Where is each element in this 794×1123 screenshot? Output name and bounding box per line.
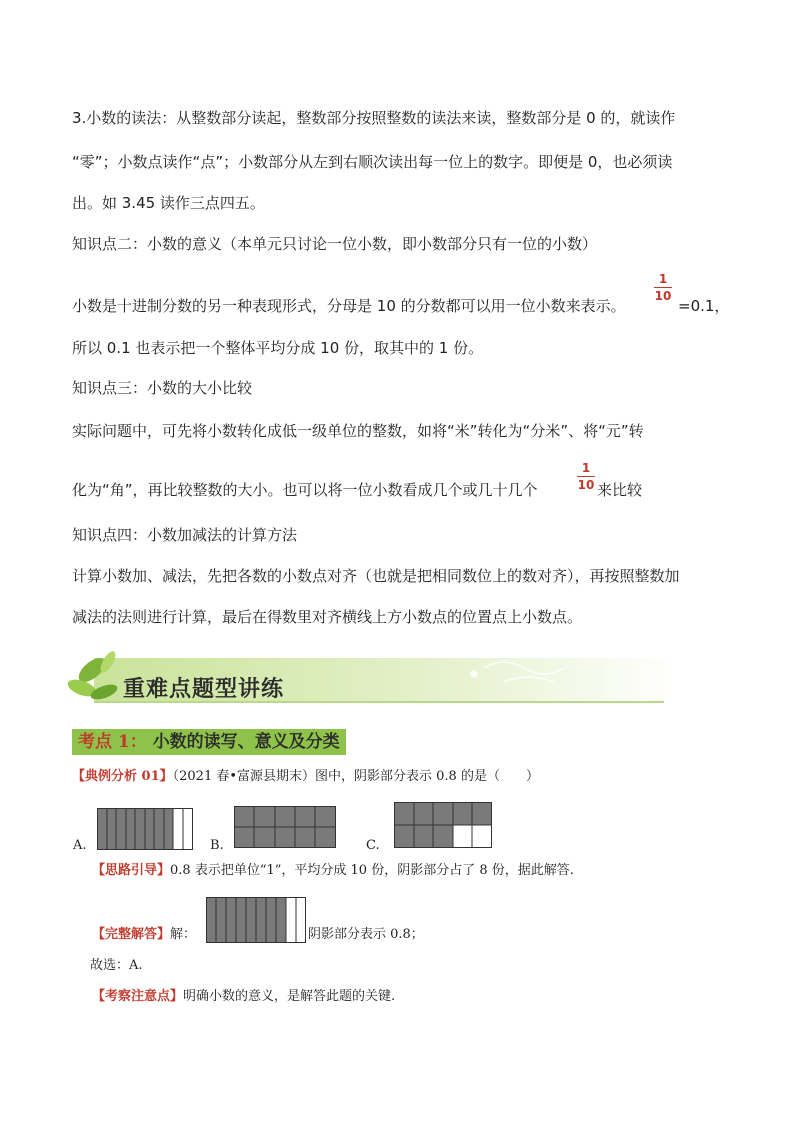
- kp2-heading: 知识点二：小数的意义（本单元只讨论一位小数，即小数部分只有一位的小数）: [72, 235, 598, 253]
- option-b-label: B.: [210, 838, 224, 853]
- kp2-line2: 所以 0.1 也表示把一个整体平均分成 10 份，取其中的 1 份。: [72, 339, 484, 357]
- kp3-line2: 化为“角”，再比较整数的大小。也可以将一位小数看成几个或几十几个: [72, 481, 538, 499]
- fraction-bar: [577, 476, 595, 477]
- note-line: [92, 988, 395, 1006]
- kaodian-title: 小数的读写、意义及分类: [152, 732, 340, 752]
- kp3-line1: 实际问题中，可先将小数转化成低一级单位的整数，如将“米”转化为“分米”、将“元”转: [72, 422, 644, 440]
- kp4-line2: 减法的法则进行计算，最后在得数里对齐横线上方小数点的位置点上小数点。: [72, 608, 583, 626]
- kp4-heading: 知识点四：小数加减法的计算方法: [72, 526, 298, 544]
- option-a-label: A.: [73, 838, 87, 853]
- option-c-label: C.: [366, 838, 380, 853]
- fraction-numerator: 1: [581, 461, 591, 475]
- kaodian-heading: [72, 729, 346, 755]
- paragraph-reading-line2: “零”；小数点读作“点”；小数部分从左到右顺次读出每一位上的数字。即便是 0，也必须读: [72, 153, 673, 171]
- paragraph-reading-line1: 3.小数的读法：从整数部分读起，整数部分按照整数的读法来读，整数部分是 0 的，就读作: [72, 109, 676, 127]
- hint-text: 0.8 表示把单位“1”，平均分成 10 份，阴影部分占了 8 份，据此解答.: [170, 863, 574, 878]
- example-question: [72, 768, 539, 786]
- figure-option-a: [97, 808, 193, 850]
- kp2-line1-tail: =0.1，: [678, 297, 730, 315]
- note-tag: 【考察注意点】: [92, 989, 184, 1004]
- fraction-bar: [654, 287, 672, 288]
- kp2-line1: 小数是十进制分数的另一种表现形式，分母是 10 的分数都可以用一位小数来表示。: [72, 297, 626, 315]
- figure-answer: [206, 897, 306, 943]
- answer-text: 阴影部分表示 0.8；: [308, 927, 424, 942]
- kp3-heading: 知识点三：小数的大小比较: [72, 379, 253, 397]
- hint-line: [92, 862, 574, 880]
- choice-line: 故选：A.: [90, 958, 143, 973]
- note-text: 明确小数的意义，是解答此题的关键.: [183, 989, 396, 1004]
- example-tag: 【典例分析 01】: [72, 769, 173, 784]
- answer-tag: 【完整解答】: [92, 927, 171, 942]
- kp3-line2-tail: 来比较: [597, 481, 643, 499]
- fraction-numerator: 1: [658, 272, 668, 286]
- kp4-line1: 计算小数加、减法，先把各数的小数点对齐（也就是把相同数位上的数对齐），再按照整数加: [72, 567, 680, 585]
- kaodian-number: 1：: [117, 732, 147, 752]
- example-text: （2021 春•富源县期末）图中，阴影部分表示 0.8 的是（ ）: [172, 769, 539, 784]
- fraction-denominator: 10: [654, 289, 672, 303]
- fraction-denominator: 10: [577, 478, 595, 492]
- fraction-one-tenth-2: [577, 461, 595, 492]
- hint-tag: 【思路引导】: [92, 863, 171, 878]
- paragraph-reading-line3: 出。如 3.45 读作三点四五。: [72, 194, 265, 212]
- answer-prefix: 解：: [170, 927, 197, 942]
- banner-title: 重难点题型讲练: [123, 677, 285, 702]
- figure-option-c: [394, 802, 492, 848]
- fraction-one-tenth: [654, 272, 672, 303]
- kaodian-label: 考点: [78, 732, 112, 752]
- figure-option-b: [234, 806, 336, 848]
- answer-prefix-line: [92, 926, 196, 944]
